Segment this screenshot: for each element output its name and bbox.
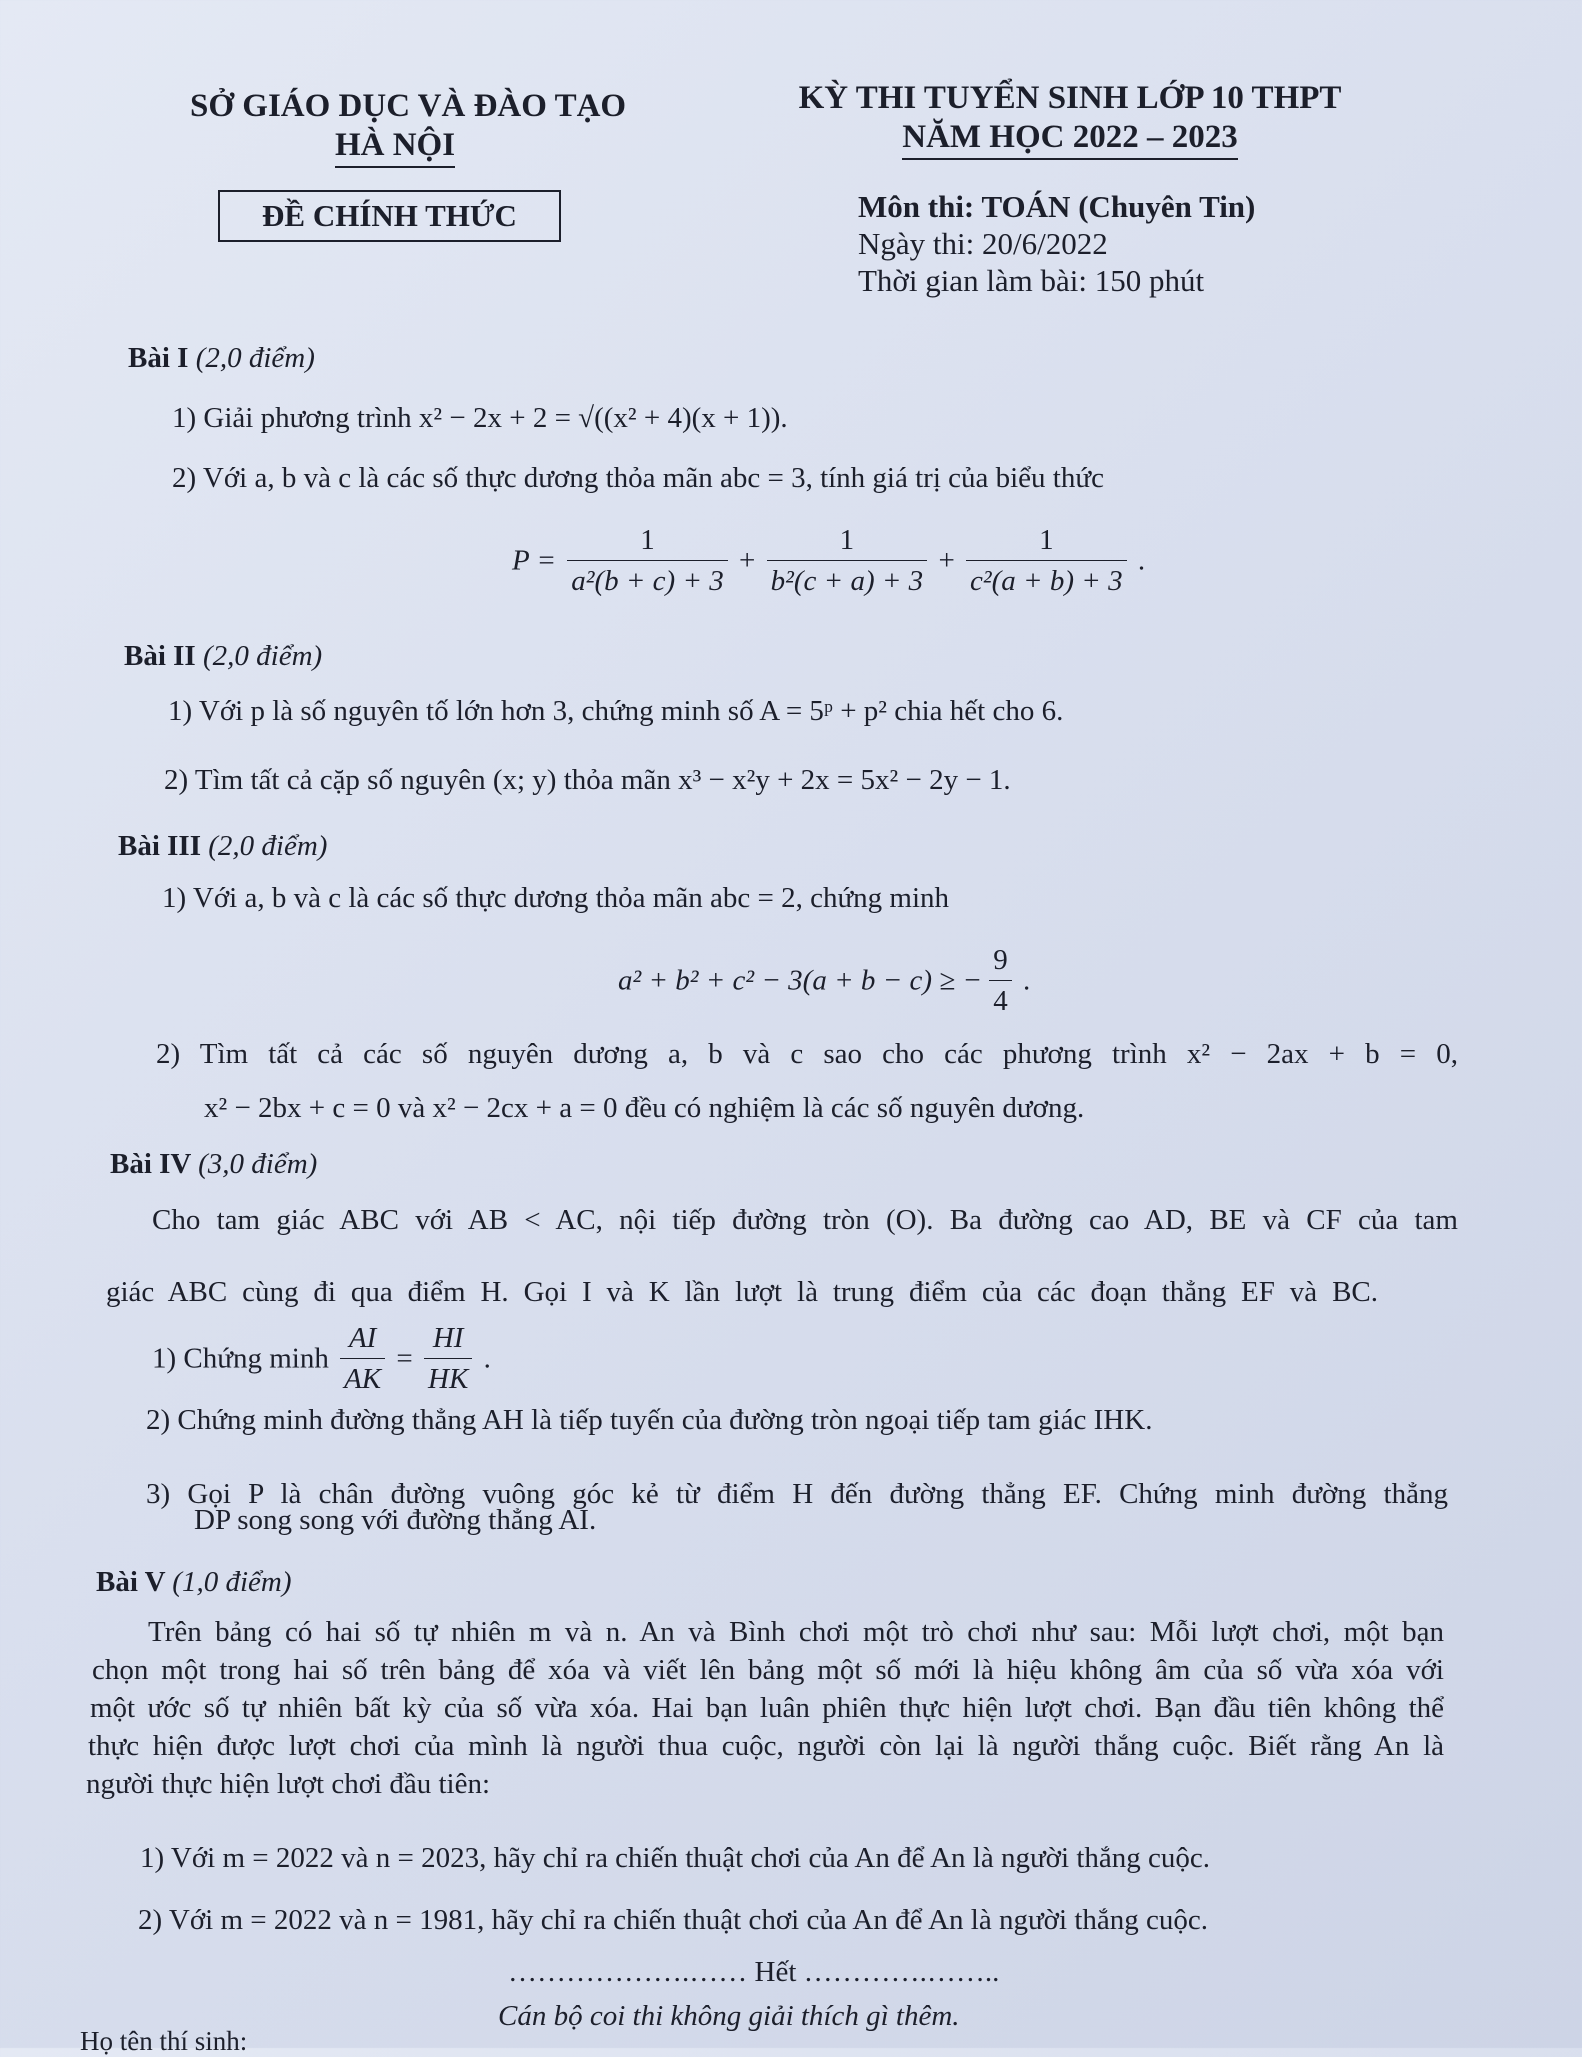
bai2-points: (2,0 điểm): [202, 640, 323, 672]
exam-line1: KỲ THI TUYỂN SINH LỚP 10 THPT: [798, 80, 1342, 116]
bai3-q1: 1) Với a, b và c là các số thực dương thỏa mãn abc = 2, chứng minh: [162, 882, 950, 914]
bai4-q2: 2) Chứng minh đường thẳng AH là tiếp tuyến của đường tròn ngoại tiếp tam giác IHK.: [146, 1404, 1153, 1436]
dept-line2: HÀ NỘI: [335, 127, 455, 168]
bai5-q1: 1) Với m = 2022 và n = 2023, hãy chỉ ra chiến thuật chơi của An để An là người thắng cuộc.: [140, 1842, 1210, 1874]
ratio-hi-hk: [424, 1318, 472, 1399]
bai5-para-line2: chọn một trong hai số trên bảng để xóa và viết lên bảng một số mới là hiệu không âm của số vừa xóa với: [92, 1654, 1444, 1686]
bai1-heading: [128, 342, 315, 375]
dept-line1: SỞ GIÁO DỤC VÀ ĐÀO TẠO: [190, 88, 627, 124]
ratio-hk: HK: [428, 1363, 469, 1395]
exam-date: Ngày thi: 20/6/2022: [858, 226, 1108, 261]
bai4-q3-line2: DP song song với đường thẳng AI.: [194, 1504, 597, 1536]
bai3-points: (2,0 điểm): [208, 830, 328, 862]
inequality-lhs: a² + b² + c² − 3(a + b − c) ≥ −: [618, 964, 982, 997]
bai5-para-line4: thực hiện được lượt chơi của mình là người thua cuộc, người còn lại là người thắng cuộc. Biết rằng An là: [88, 1730, 1444, 1762]
ratio-ai-ak: [340, 1318, 385, 1399]
bai3-title: Bài III: [118, 830, 202, 862]
candidate-label: Họ tên thí sinh:: [80, 2026, 248, 2056]
official-label: ĐỀ CHÍNH THỨC: [218, 190, 561, 242]
fraction-2-den: b²(c + a) + 3: [770, 565, 924, 597]
bai3-q2-line2: x² − 2bx + c = 0 và x² − 2cx + a = 0 đều có nghiệm là các số nguyên dương.: [204, 1092, 1085, 1124]
bai2-title: Bài II: [124, 640, 196, 672]
fraction-3: [966, 520, 1127, 601]
bai1-title: Bài I: [128, 342, 189, 374]
exam-info: [858, 188, 1255, 299]
fraction-3-num: 1: [966, 520, 1127, 561]
ratio-ai: AI: [340, 1318, 385, 1359]
fraction-1: [567, 520, 728, 601]
bai5-title: Bài V: [96, 1566, 166, 1598]
exam-subject: Môn thi: TOÁN (Chuyên Tin): [858, 189, 1256, 224]
bai4-heading: [110, 1148, 317, 1181]
fraction-1-num: 1: [567, 520, 728, 561]
bai4-intro-line1: Cho tam giác ABC với AB < AC, nội tiếp đường tròn (O). Ba đường cao AD, BE và CF của tam: [152, 1204, 1458, 1236]
bai3-heading: [118, 830, 327, 863]
bai4-q1-prefix: 1) Chứng minh: [152, 1342, 329, 1375]
exam-duration: Thời gian làm bài: 150 phút: [858, 263, 1205, 298]
bai2-q1: 1) Với p là số nguyên tố lớn hơn 3, chứng minh số A = 5ᵖ + p² chia hết cho 6.: [168, 695, 1064, 727]
bai5-para-line1: Trên bảng có hai số tự nhiên m và n. An và Bình chơi một trò chơi như sau: Mỗi lượt chơi, một bạn: [148, 1616, 1444, 1648]
bai5-points: (1,0 điểm): [172, 1566, 292, 1598]
fraction-1-den: a²(b + c) + 3: [571, 565, 724, 597]
end-marker: ……………….…… Hết ………….……..: [508, 1956, 1000, 1988]
inequality-den: 4: [993, 985, 1008, 1017]
bai4-intro-line2: giác ABC cùng đi qua điểm H. Gọi I và K lần lượt là trung điểm của các đoạn thẳng EF và BC.: [106, 1276, 1378, 1308]
bai5-para-line3: một ước số tự nhiên bất kỳ của số vừa xóa. Hai bạn luân phiên thực hiện lượt chơi. Bạn đầu tiên không thể: [90, 1692, 1444, 1724]
bai4-q1: 1) Chứng minh $\frac{AI}{AK}$ = $\frac{HI}{HK}$ .: [152, 1318, 491, 1399]
bai5-q2: 2) Với m = 2022 và n = 1981, hãy chỉ ra chiến thuật chơi của An để An là người thắng cuộc.: [138, 1904, 1208, 1936]
bai1-formula: P = $\frac{1}{\text{a²(b + c) + 3}}$ + $\frac{1}{\text{b²(c + a) + 3}}$ + $\frac{1}{\text{c²(a + b) + 3}}$ .: [512, 520, 1145, 601]
dept-name: [190, 88, 627, 168]
bai4-q3-line1: 3) Gọi P là chân đường vuông góc kẻ từ điểm H đến đường thẳng EF. Chứng minh đường thẳng: [146, 1478, 1448, 1510]
bai4-points: (3,0 điểm): [198, 1148, 318, 1180]
fraction-2-num: 1: [767, 520, 928, 561]
formula-lhs: P =: [512, 544, 557, 577]
bai2-heading: [124, 640, 322, 673]
exam-line2: NĂM HỌC 2022 – 2023: [902, 119, 1237, 160]
inequality-num: 9: [989, 940, 1012, 981]
bai2-q2: 2) Tìm tất cả cặp số nguyên (x; y) thỏa mãn x³ − x²y + 2x = 5x² − 2y − 1.: [164, 764, 1011, 796]
fraction-3-den: c²(a + b) + 3: [970, 565, 1123, 597]
bai5-para-line5: người thực hiện lượt chơi đầu tiên:: [86, 1768, 491, 1800]
inequality-fraction: [989, 940, 1012, 1021]
bai5-heading: [96, 1566, 291, 1599]
bai1-q1: 1) Giải phương trình x² − 2x + 2 = √((x² + 4)(x + 1)).: [172, 402, 788, 434]
ratio-hi: HI: [424, 1318, 472, 1359]
bai3-inequality: a² + b² + c² − 3(a + b − c) ≥ − $\frac{9}{4}$ .: [618, 940, 1030, 1021]
fraction-2: [767, 520, 928, 601]
exam-title: [790, 80, 1350, 160]
bai4-title: Bài IV: [110, 1148, 191, 1180]
ratio-ak: AK: [344, 1363, 382, 1395]
bai3-q2-line1: 2) Tìm tất cả các số nguyên dương a, b và c sao cho các phương trình x² − 2ax + b = 0,: [156, 1038, 1458, 1070]
supervisor-note: Cán bộ coi thi không giải thích gì thêm.: [498, 2000, 960, 2032]
bai1-points: (2,0 điểm): [195, 342, 315, 374]
bai1-q2: 2) Với a, b và c là các số thực dương thỏa mãn abc = 3, tính giá trị của biểu thức: [172, 462, 1104, 494]
